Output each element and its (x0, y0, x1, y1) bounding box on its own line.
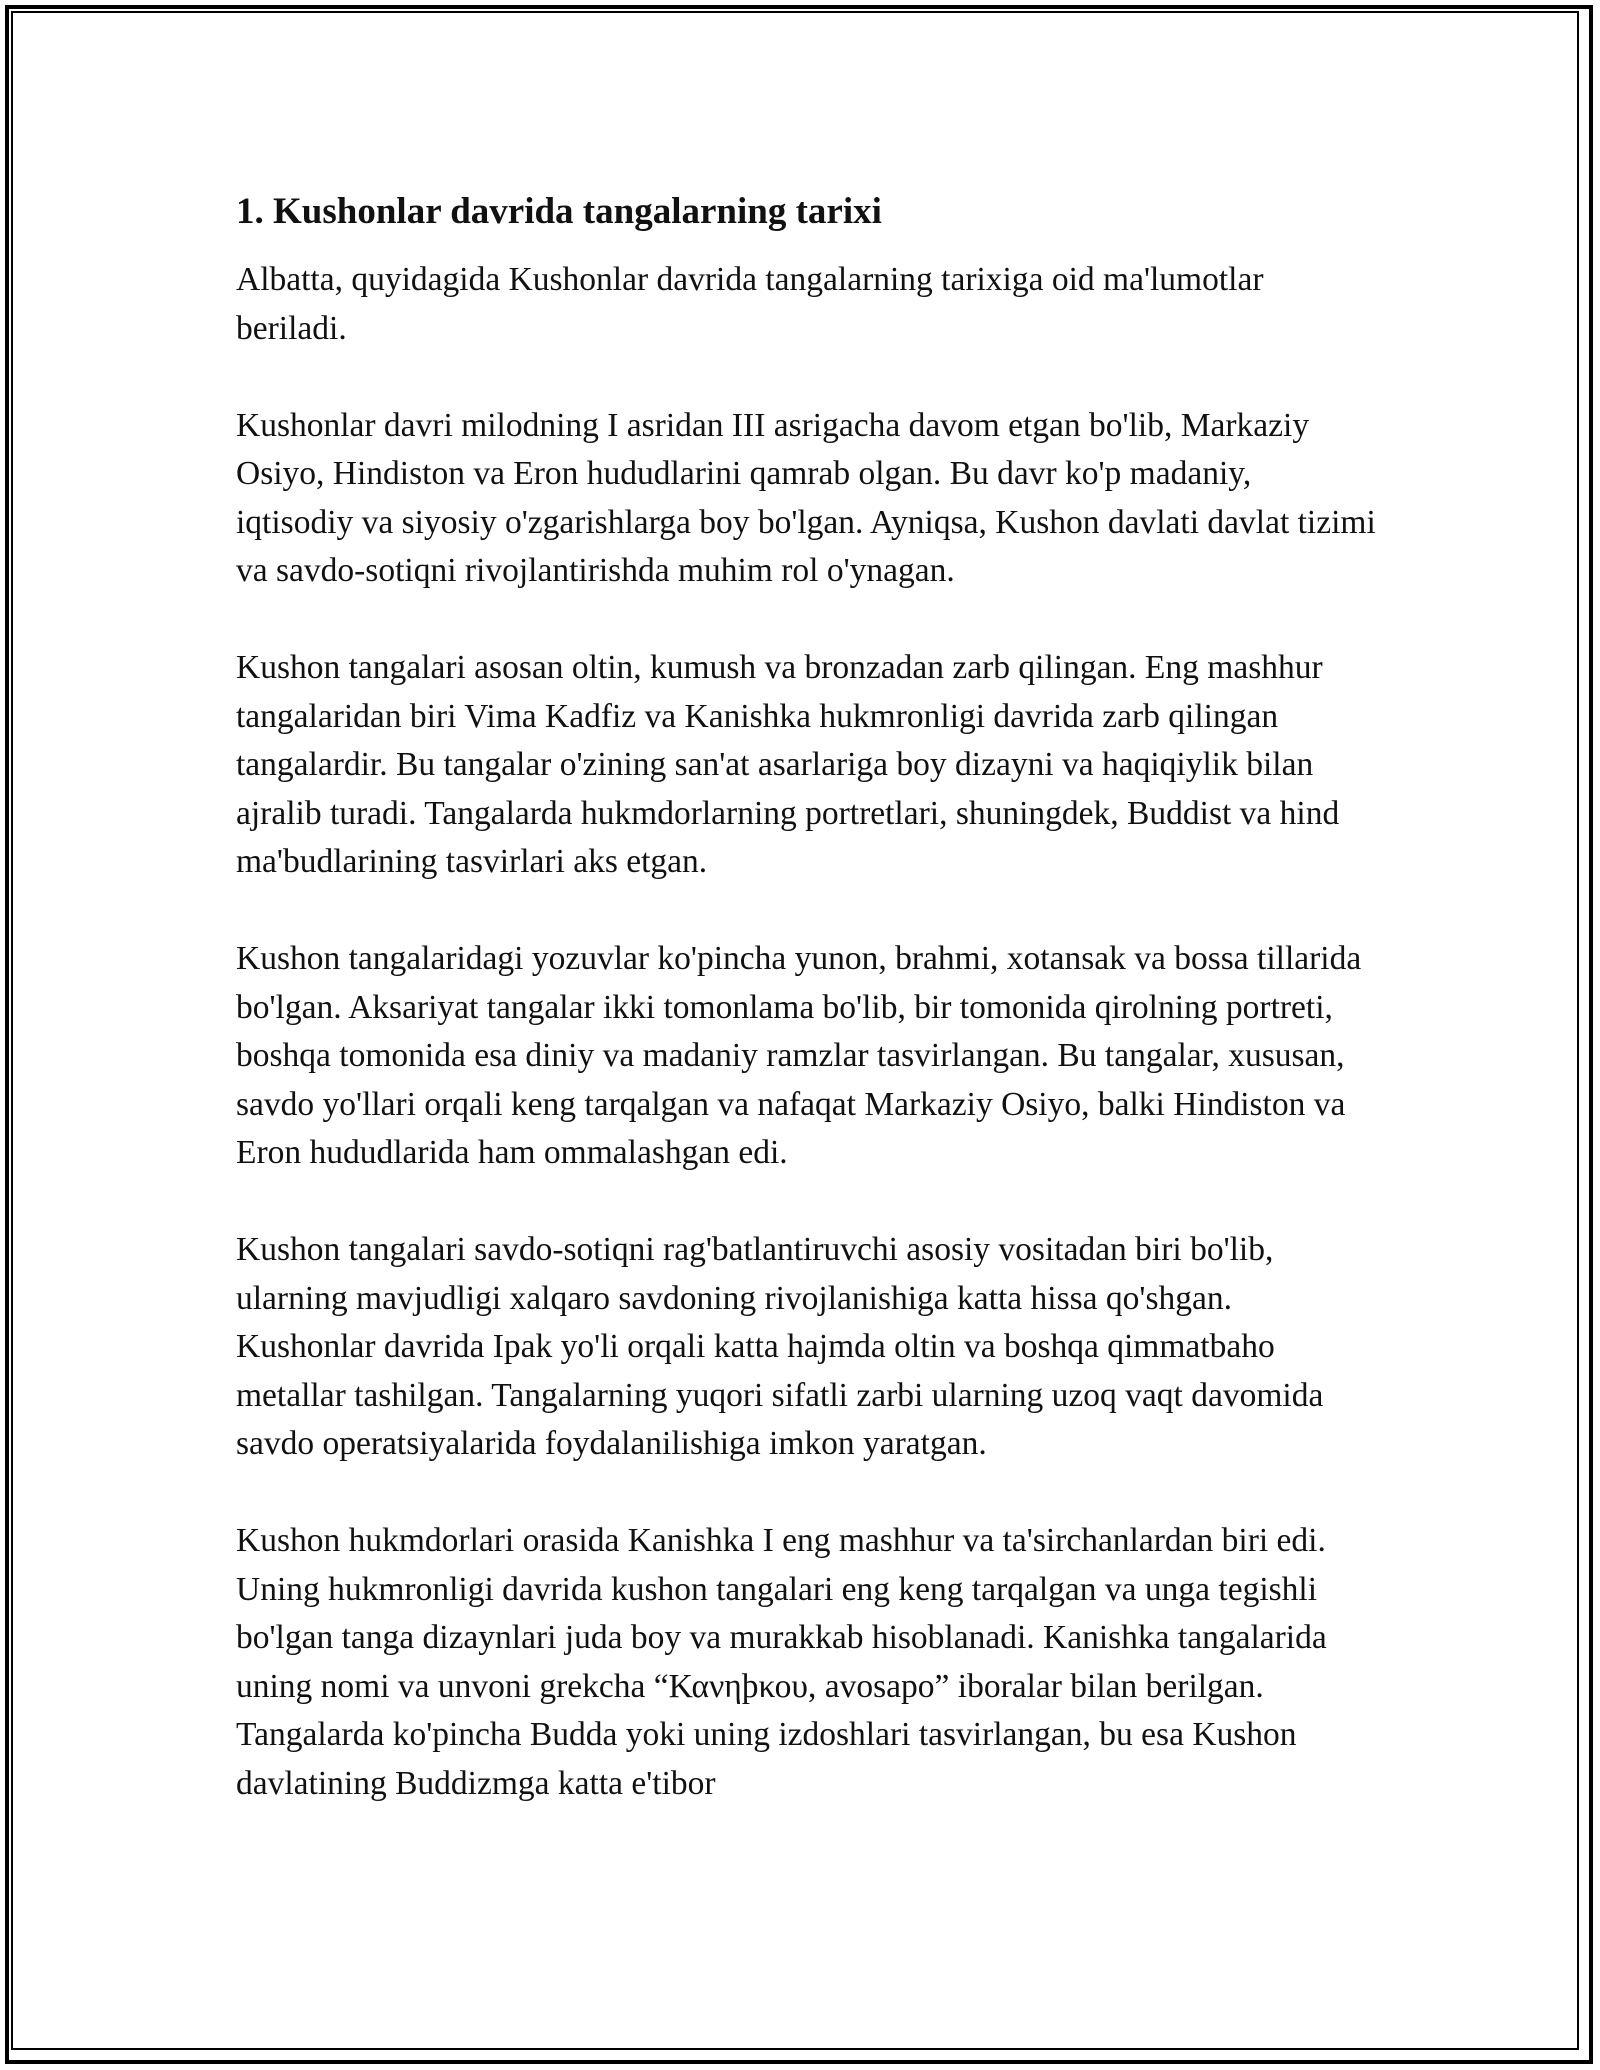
section-heading: 1. Kushonlar davrida tangalarning tarixi (236, 191, 882, 232)
paragraph-kanishka: Kushon hukmdorlari orasida Kanishka I eng mashhur va ta'sirchanlardan biri edi. Uning hukmronligi davrida kushon tangalari eng keng tarqalgan va unga tegishli bo'lgan tanga dizaynlari juda boy va murakkab hisoblanadi. Kanishka tangalarida uning nomi va unvoni grekcha “Κανηϸκου, avosapo” iboralar bilan berilgan. Tangalarda ko'pincha Budda yoki uning izdoshlari tasvirlangan, bu esa Kushon davlatining Buddizmga katta e'tibor (236, 1522, 1327, 1802)
document-body (236, 186, 1376, 1857)
paragraph-coin-trade: Kushon tangalari savdo-sotiqni rag'batlantiruvchi asosiy vositadan biri bo'lib, ularning mavjudligi xalqaro savdoning rivojlanishiga katta hissa qo'shgan. Kushonlar davrida Ipak yo'li orqali katta hajmda oltin va boshqa qimmatbaho metallar tashilgan. Tangalarning yuqori sifatli zarbi ularning uzoq vaqt davomida savdo operatsiyalarida foydalanilishiga imkon yaratgan. (236, 1231, 1324, 1462)
paragraph-kushan-era: Kushonlar davri milodning I asridan III asrigacha davom etgan bo'lib, Markaziy Osiyo, Hindiston va Eron hududlarini qamrab olgan. Bu davr ko'p madaniy, iqtisodiy va siyosiy o'zgarishlarga boy bo'lgan. Ayniqsa, Kushon davlati davlat tizimi va savdo-sotiqni rivojlantirishda muhim rol o'ynagan. (236, 406, 1376, 589)
paragraph-intro: Albatta, quyidagida Kushonlar davrida tangalarning tarixiga oid ma'lumotlar beriladi. (236, 261, 1264, 347)
paragraph-coin-materials: Kushon tangalari asosan oltin, kumush va bronzadan zarb qilingan. Eng mashhur tangalaridan biri Vima Kadfiz va Kanishka hukmronligi davrida zarb qilingan tangalardir. Bu tangalar o'zining san'at asarlariga boy dizayni va haqiqiylik bilan ajralib turadi. Tangalarda hukmdorlarning portretlari, shuningdek, Buddist va hind ma'budlarining tasvirlari aks etgan. (236, 649, 1340, 880)
paragraph-coin-inscriptions: Kushon tangalaridagi yozuvlar ko'pincha yunon, brahmi, xotansak va bossa tillarida bo'lgan. Aksariyat tangalar ikki tomonlama bo'lib, bir tomonida qirolning portreti, boshqa tomonida esa diniy va madaniy ramzlar tasvirlangan. Bu tangalar, xususan, savdo yo'llari orqali keng tarqalgan va nafaqat Markaziy Osiyo, balki Hindiston va Eron hududlarida ham ommalashgan edi. (236, 940, 1362, 1171)
